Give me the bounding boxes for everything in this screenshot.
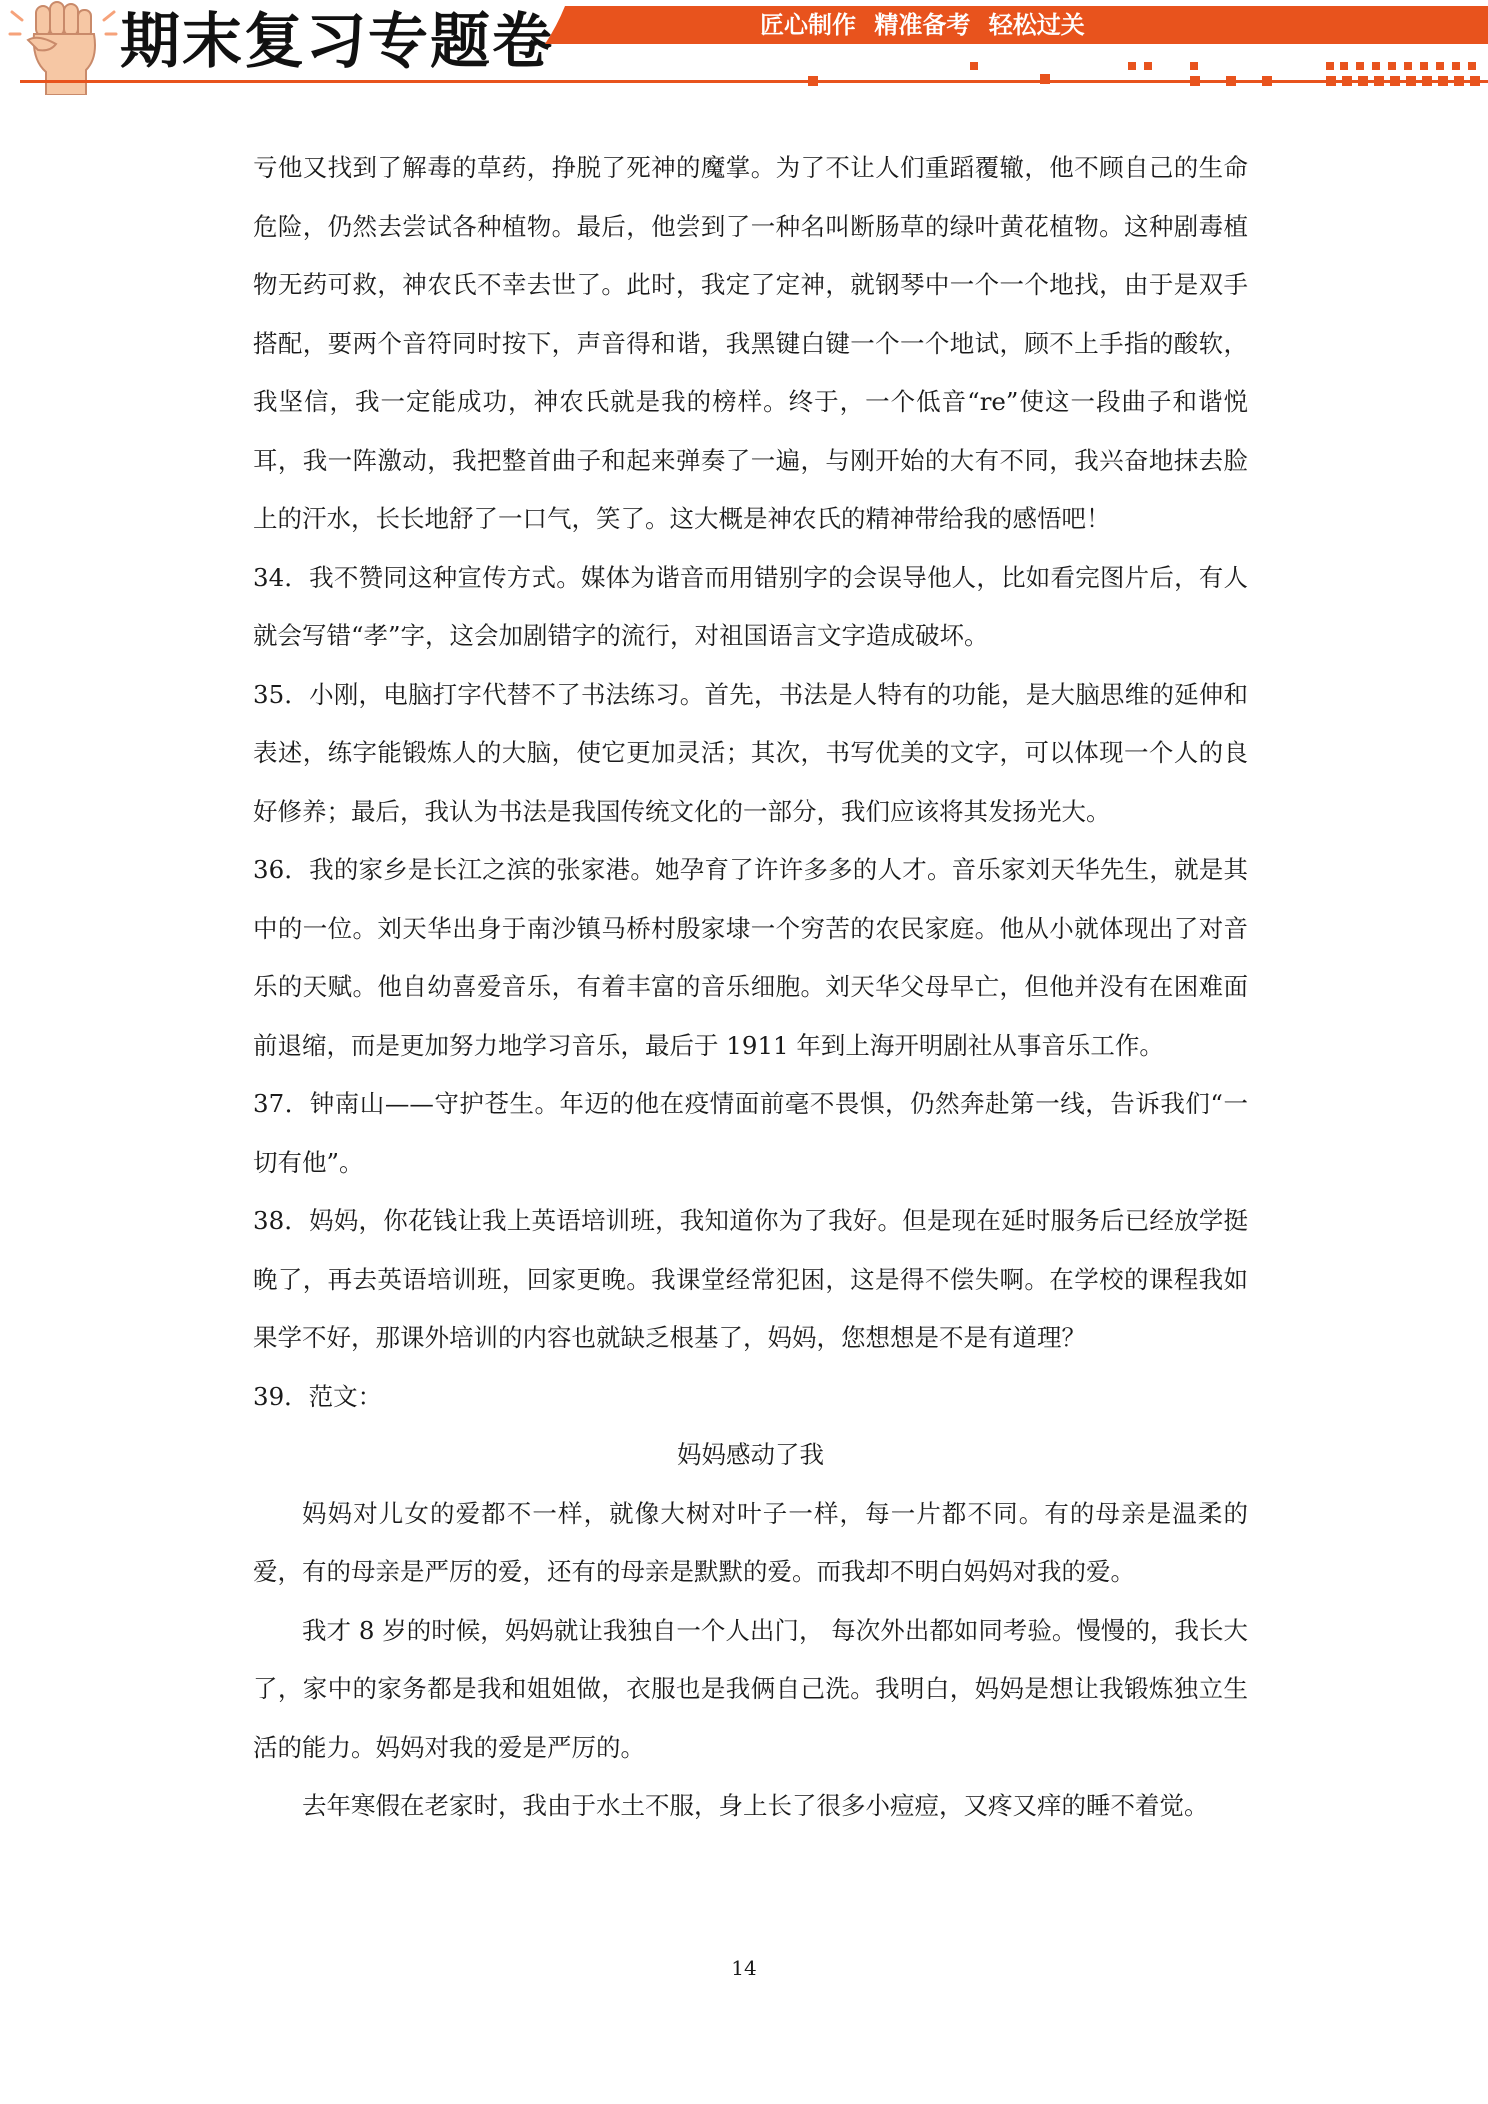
answer-35: 35．小刚，电脑打字代替不了书法练习。首先，书法是人特有的功能，是大脑思维的延伸和表述，练字能锻炼人的大脑，使它更加灵活；其次，书写优美的文字，可以体现一个人的良好修养；最后，我认为书法是我国传统文化的一部分，我们应该将其发扬光大。 [253,679,1248,826]
header-title: 期末复习专题卷 [120,7,554,77]
document-body [253,139,1248,1836]
answer-37: 37．钟南山——守护苍生。年迈的他在疫情面前毫不畏惧，仍然奔赴第一线，告诉我们“一切有他”。 [253,1089,1248,1177]
essay-paragraph: 妈妈对儿女的爱都不一样，就像大树对叶子一样，每一片都不同。有的母亲是温柔的爱，有的母亲是严厉的爱，还有的母亲是默默的爱。而我却不明白妈妈对我的爱。 [253,1498,1248,1586]
header-slogan: 匠心制作 精准备考 轻松过关 [760,11,1085,39]
header-decorative-squares [0,62,1488,90]
essay-paragraph: 我才 8 岁的时候，妈妈就让我独自一个人出门， 每次外出都如同考验。慢慢的，我长大了，家中的家务都是我和姐姐做，衣服也是我俩自己洗。我明白，妈妈是想让我锻炼独立生活的能力。妈妈对我的爱是严厉的。 [253,1615,1248,1762]
paragraph-33-continued: 亏他又找到了解毒的草药，挣脱了死神的魔掌。为了不让人们重蹈覆辙，他不顾自己的生命危险，仍然去尝试各种植物。最后，他尝到了一种名叫断肠草的绿叶黄花植物。这种剧毒植物无药可救，神农氏不幸去世了。此时，我定了定神，就钢琴中一个一个地找，由于是双手搭配，要两个音符同时按下，声音得和谐，我黑键白键一个一个地试，顾不上手指的酸软，我坚信，我一定能成功，神农氏就是我的榜样。终于，一个低音“re”使这一段曲子和谐悦耳，我一阵激动，我把整首曲子和起来弹奏了一遍，与刚开始的大有不同，我兴奋地抹去脸上的汗水，长长地舒了一口气，笑了。这大概是神农氏的精神带给我的感悟吧！ [253,153,1248,533]
answer-39-label: 39．范文： [253,1381,383,1411]
answer-34: 34．我不赞同这种宣传方式。媒体为谐音而用错别字的会误导他人，比如看完图片后，有人就会写错“孝”字，这会加剧错字的流行，对祖国语言文字造成破坏。 [253,562,1248,650]
header-banner [0,0,1488,95]
essay-title: 妈妈感动了我 [677,1440,824,1469]
essay-paragraph: 去年寒假在老家时，我由于水土不服，身上长了很多小痘痘，又疼又痒的睡不着觉。 [302,1791,1209,1820]
page-number: 14 [731,1956,757,1980]
answer-36: 36．我的家乡是长江之滨的张家港。她孕育了许许多多的人才。音乐家刘天华先生，就是其中的一位。刘天华出身于南沙镇马桥村殷家埭一个穷苦的农民家庭。他从小就体现出了对音乐的天赋。他自幼喜爱音乐，有着丰富的音乐细胞。刘天华父母早亡，但他并没有在困难面前退缩，而是更加努力地学习音乐，最后于 1911 年到上海开明剧社从事音乐工作。 [253,855,1248,1060]
answer-38: 38．妈妈，你花钱让我上英语培训班，我知道你为了我好。但是现在延时服务后已经放学挺晚了，再去英语培训班，回家更晚。我课堂经常犯困，这是得不偿失啊。在学校的课程我如果学不好，那课外培训的内容也就缺乏根基了，妈妈，您想想是不是有道理？ [253,1206,1248,1352]
